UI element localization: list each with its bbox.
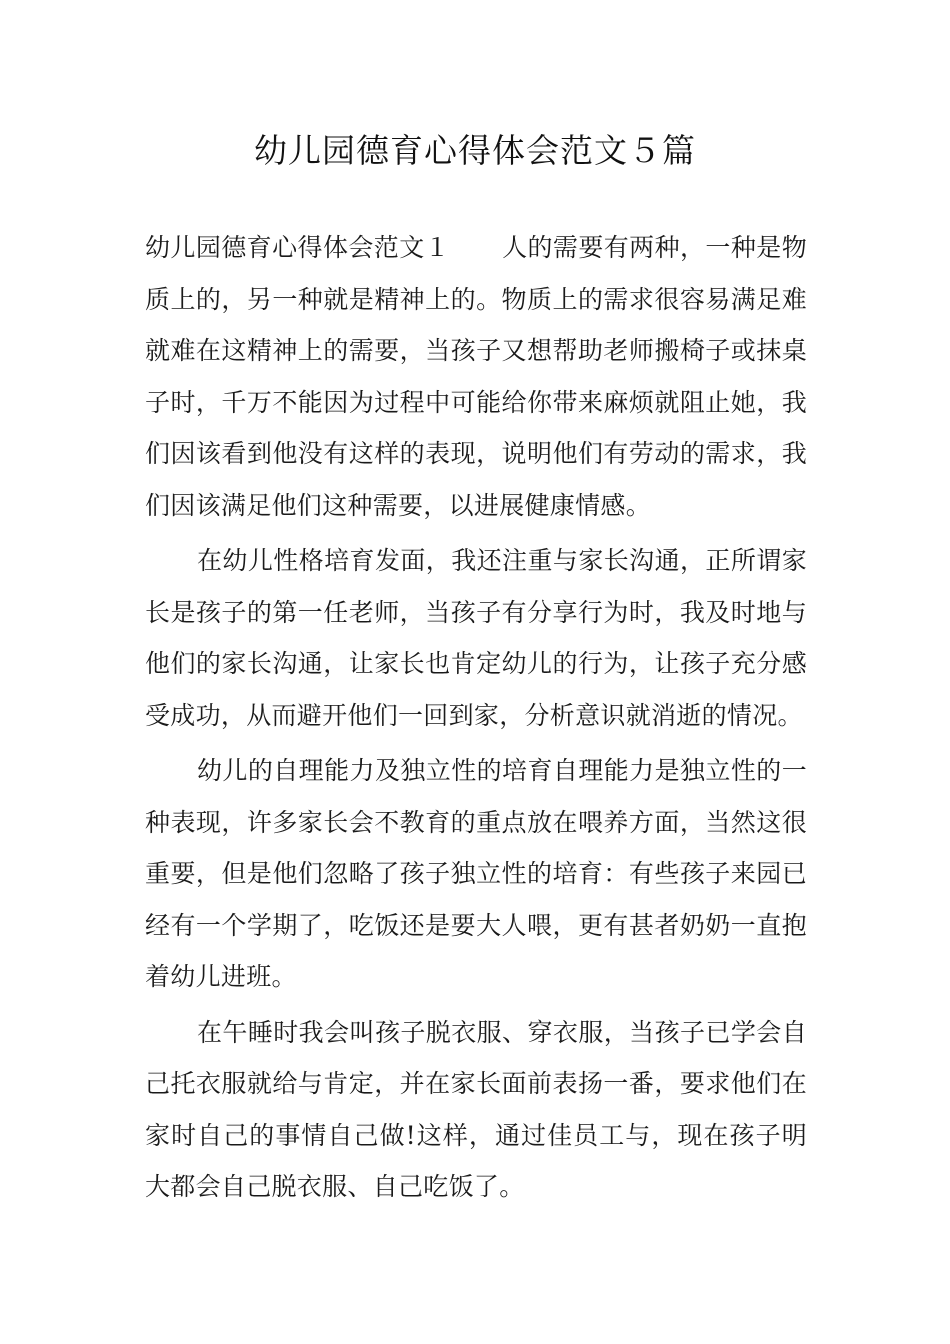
document-title: 幼儿园德育心得体会范文５篇 xyxy=(254,131,696,170)
paragraph-3: 幼儿的自理能力及独立性的培育自理能力是独立性的一种表现，许多家长会不教育的重点放在喂养方面，当然这很重要，但是他们忽略了孩子独立性的培育：有些孩子来园已经有一个学期了，吃饭还是要大人喂，更有甚者奶奶一直抱着幼儿进班。 xyxy=(145,756,807,991)
paragraph-1 xyxy=(145,222,807,531)
essay-1-label: 幼儿园德育心得体会范文１ xyxy=(145,233,451,262)
paragraph-4: 在午睡时我会叫孩子脱衣服、穿衣服，当孩子已学会自己托衣服就给与肯定，并在家长面前表扬一番，要求他们在家时自己的事情自己做!这样，通过佳员工与，现在孩子明大都会自己脱衣服、自己吃饭了。 xyxy=(145,1017,807,1201)
paragraph-1-text: 人的需要有两种，一种是物质上的，另一种就是精神上的。物质上的需求很容易满足难就难在这精神上的需要，当孩子又想帮助老师搬椅子或抹桌子时，千万不能因为过程中可能给你带来麻烦就阻止她，我们因该看到他没有这样的表现，说明他们有劳动的需求，我们因该满足他们这种需要，以进展健康情感。 xyxy=(145,233,807,520)
document-body xyxy=(145,222,807,1217)
paragraph-2: 在幼儿性格培育发面，我还注重与家长沟通，正所谓家长是孩子的第一任老师，当孩子有分享行为时，我及时地与他们的家长沟通，让家长也肯定幼儿的行为，让孩子充分感受成功，从而避开他们一回到家，分析意识就消逝的情况。 xyxy=(145,546,807,730)
